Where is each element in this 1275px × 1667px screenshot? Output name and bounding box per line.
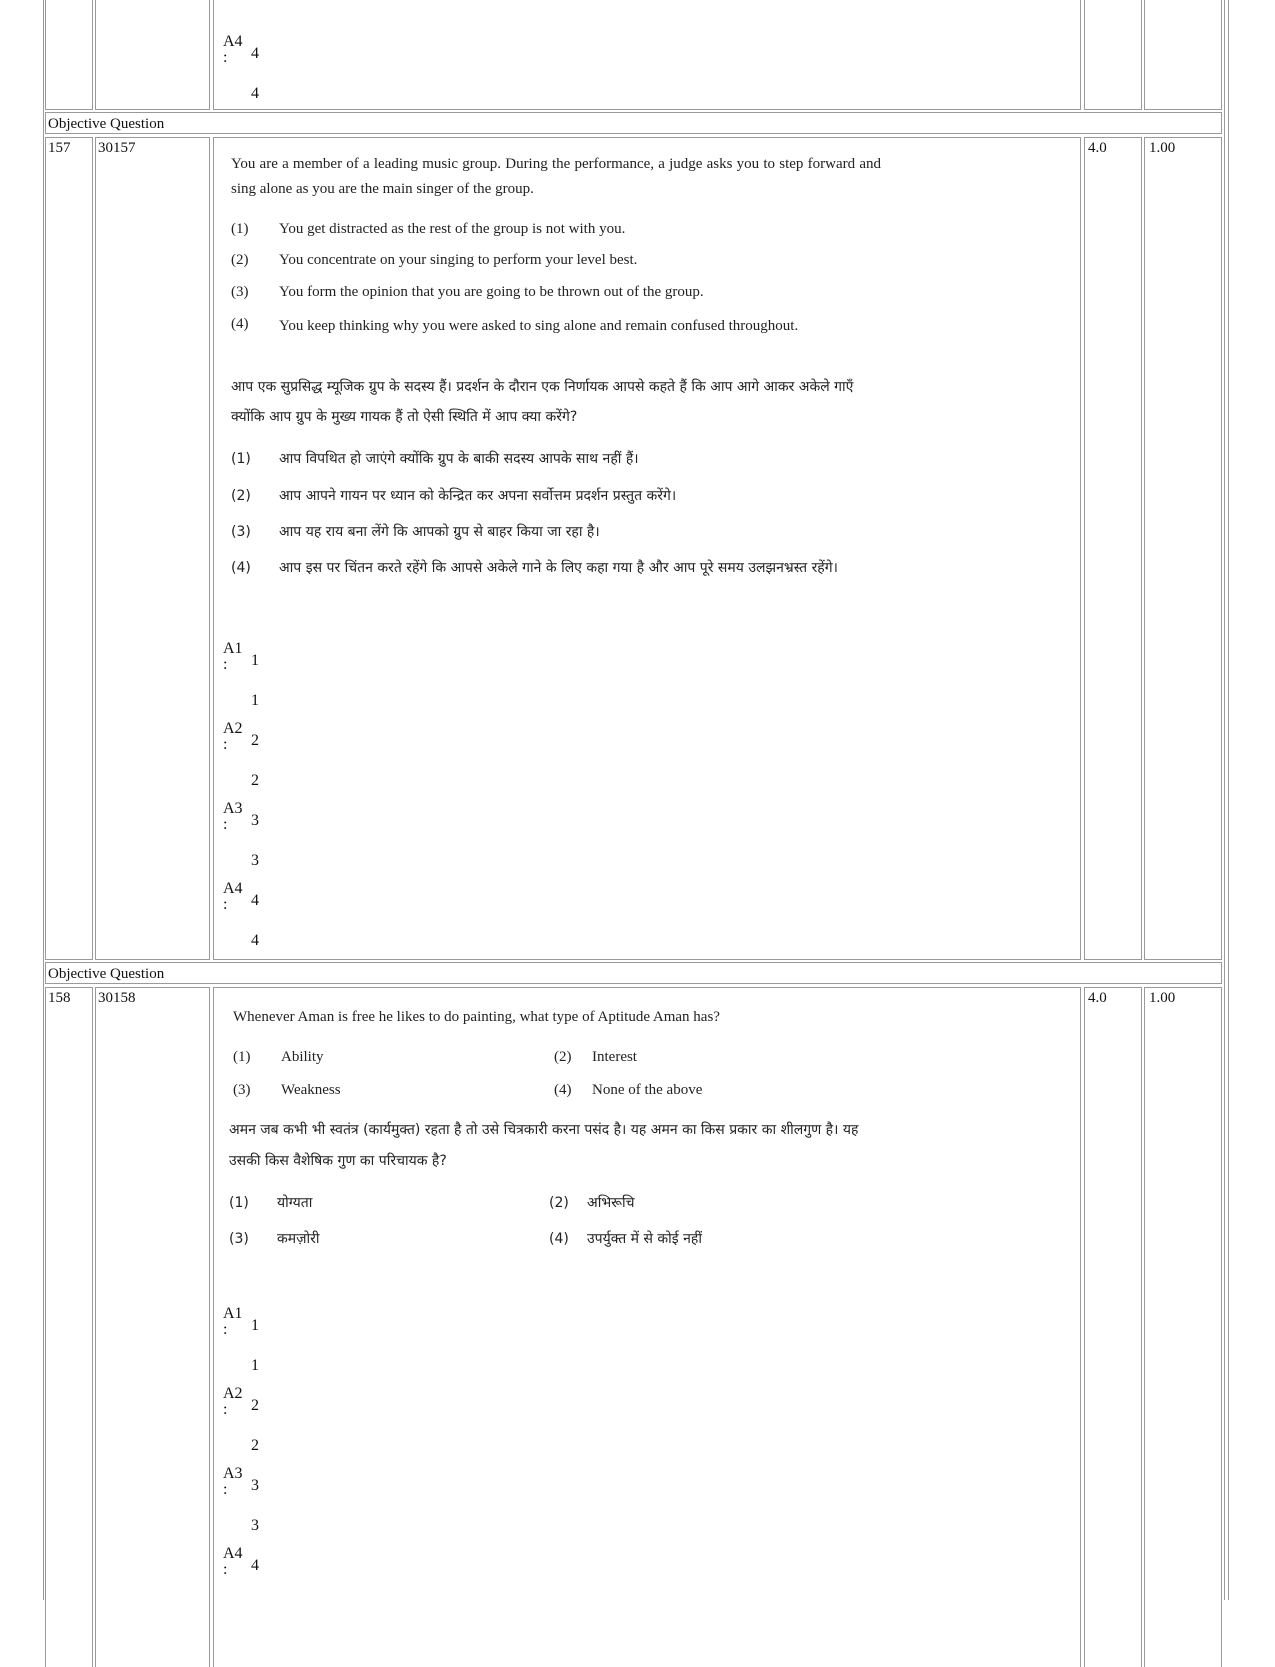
question-stem-en: You are a member of a leading music group. During the performance, a judge asks you to step forward and sing alone as you are the main singer of the group. (231, 156, 881, 197)
question-number: 158 (48, 990, 71, 1006)
table-border-left (43, 0, 44, 1600)
option-hi-3: (3) कमज़ोरी (229, 1231, 320, 1247)
cell-sno (45, 137, 93, 960)
cell-neg-prev (1144, 0, 1222, 110)
question-stem-hi: अमन जब कभी भी स्वतंत्र (कार्यमुक्त) रहता है तो उसे चित्रकारी करना पसंद है। यह अमन का किस प्रकार का शीलगुण है। यह उसकी किस वैशेषिक गुण का परिचायक है? (229, 1122, 859, 1169)
document-page: A4 : 4 4 Objective Question 157 30157 4.0 1.00 You are a member of a leading music group. During the performance, a judge asks you to step forward and sing alone as you are the main singer of the group. (1) You get distracted as the rest of the group is not with you. (2) You concentrate on your singing to perform your level best. (3) You form the opinion that you are going to be thrown out of the group. (4) You keep thinking why you were asked to sing alone and remain confused throughout. आप एक सुप्रसिद्ध म्यूजिक ग्रुप के सदस्य हैं। प्रदर्शन के दौरान एक निर्णायक आपसे कहते हैं कि आप आगे आकर अकेले गाएँ क्योंकि आप ग्रुप के मुख्य गायक हैं तो ऐसी स्थिति में आप क्या करेंगे? (1) आप विपथित हो जाएंगे क्योंकि ग्रुप के बाकी सदस्य आपके साथ नहीं हैं। (2) आप आपने गायन पर ध्यान को केन्द्रित कर अपना सर्वोत्तम प्रदर्शन प्रस्तुत करेंगे। (3) आप यह राय बना लेंगे कि आपको ग्रुप से बाहर किया जा रहा है। (4) आप इस पर चिंतन करते रहेंगे कि आपसे अकेले गाने के लिए कहा गया है और आप पूरे समय उलझनभ्रस्त रहेंगे। A1 : 1 1 A2 : 2 2 A3 : 3 3 A4 : 4 4 Objective Question 158 30158 4.0 1.00 Whenever Aman is free he likes to do painting, what type of Aptitude Aman has? (1) Ability (2) Interest (3) Weakness (4) None of the above अमन जब कभी भी स्वतंत्र (कार्यमुक्त) रहता है तो उसे चित्रकारी करना पसंद है। यह अमन का किस प्रकार का शीलगुण है। यह उसकी किस वैशेषिक गुण का परिचायक है? (1) योग्यता (2) अभिरूचि (3) कमज़ोरी (4) उपर्युक्त में से कोई नहीं A1 : 1 1 A2 : 2 2 A3 : 3 3 A4 : 4 (0, 0, 1275, 1651)
cell-qid (95, 137, 210, 960)
option-en-1: (1) Ability (233, 1049, 324, 1065)
table-border-right-outer (1228, 0, 1229, 1600)
cell-qid (95, 987, 210, 1667)
option-hi-2: (2) आप आपने गायन पर ध्यान को केन्द्रित कर अपना सर्वोत्तम प्रदर्शन प्रस्तुत करेंगे। (231, 488, 677, 504)
option-hi-4: (4) उपर्युक्त में से कोई नहीं (549, 1231, 702, 1247)
option-en-2: (2) You concentrate on your singing to perform your level best. (231, 252, 638, 268)
option-hi-1: (1) योग्यता (229, 1195, 313, 1211)
question-stem-hi: आप एक सुप्रसिद्ध म्यूजिक ग्रुप के सदस्य हैं। प्रदर्शन के दौरान एक निर्णायक आपसे कहते हैं कि आप आगे आकर अकेले गाएँ क्योंकि आप ग्रुप के मुख्य गायक हैं तो ऐसी स्थिति में आप क्या करेंगे? (231, 379, 854, 425)
section-label: Objective Question (48, 966, 165, 982)
question-id: 30158 (98, 990, 136, 1006)
option-hi-1: (1) आप विपथित हो जाएंगे क्योंकि ग्रुप के बाकी सदस्य आपके साथ नहीं हैं। (231, 451, 639, 467)
cell-question-prev (213, 0, 1081, 110)
option-en-4: (4) None of the above (554, 1082, 703, 1098)
option-en-3: (3) Weakness (233, 1082, 341, 1098)
section-label: Objective Question (48, 116, 165, 132)
question-negative-marks: 1.00 (1149, 990, 1176, 1006)
table-border-right (1224, 0, 1225, 1600)
question-marks: 4.0 (1088, 990, 1107, 1006)
cell-neg (1144, 137, 1222, 960)
cell-marks (1084, 987, 1142, 1667)
option-hi-3: (3) आप यह राय बना लेंगे कि आपको ग्रुप से बाहर किया जा रहा है। (231, 524, 600, 540)
cell-marks (1084, 137, 1142, 960)
section-label-row (45, 112, 1222, 134)
question-negative-marks: 1.00 (1149, 140, 1176, 156)
question-marks: 4.0 (1088, 140, 1107, 156)
cell-sno (45, 987, 93, 1667)
option-en-4: (4) You keep thinking why you were asked to sing alone and remain confused throughout. (231, 316, 799, 334)
cell-qid-prev (95, 0, 210, 110)
option-hi-2: (2) अभिरूचि (549, 1195, 635, 1211)
option-en-2: (2) Interest (554, 1049, 637, 1065)
question-number: 157 (48, 140, 71, 156)
question-id: 30157 (98, 140, 136, 156)
option-en-3: (3) You form the opinion that you are going to be thrown out of the group. (231, 284, 704, 300)
cell-sno-prev (45, 0, 93, 110)
section-label-row (45, 962, 1222, 984)
cell-marks-prev (1084, 0, 1142, 110)
question-stem-en: Whenever Aman is free he likes to do painting, what type of Aptitude Aman has? (233, 1009, 720, 1025)
cell-neg (1144, 987, 1222, 1667)
option-hi-4: (4) आप इस पर चिंतन करते रहेंगे कि आपसे अकेले गाने के लिए कहा गया है और आप पूरे समय उलझनभ्रस्त रहेंगे। (231, 560, 838, 576)
option-en-1: (1) You get distracted as the rest of the group is not with you. (231, 221, 626, 237)
